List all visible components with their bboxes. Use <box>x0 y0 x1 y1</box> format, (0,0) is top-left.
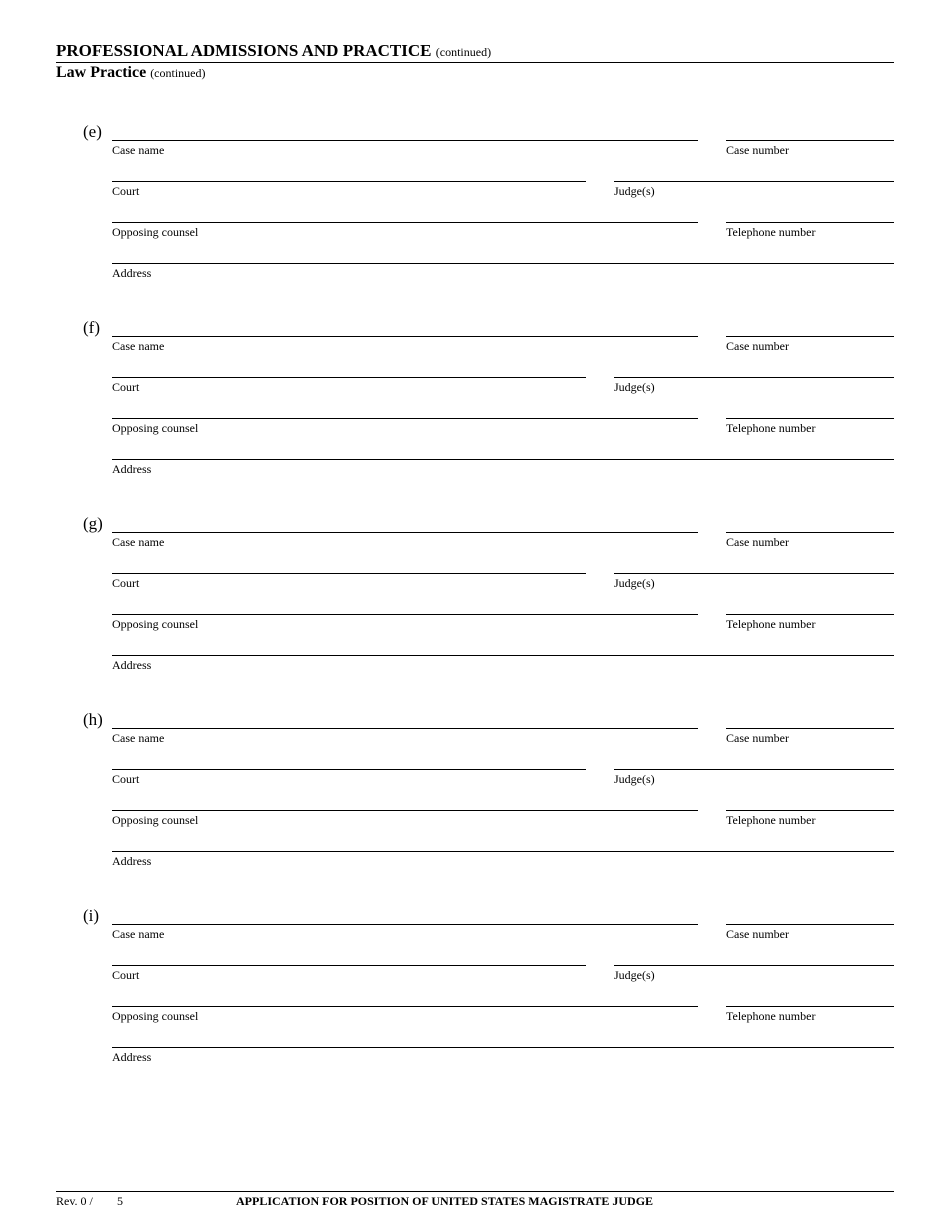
page-subtitle <box>56 64 206 82</box>
opposing-counsel-line <box>112 614 698 615</box>
address-label: Address <box>112 1050 152 1064</box>
judges-field[interactable] <box>614 554 894 574</box>
case-number-field[interactable] <box>726 906 894 926</box>
case-name-label: Case name <box>112 339 165 353</box>
case-number-line <box>726 924 894 925</box>
judges-line <box>614 769 894 770</box>
telephone-field[interactable] <box>726 595 894 615</box>
opposing-counsel-field[interactable] <box>112 203 698 223</box>
section-label: (g) <box>83 514 103 533</box>
page-title <box>56 41 491 61</box>
section-label: (e) <box>83 122 102 141</box>
opposing-counsel-line <box>112 1006 698 1007</box>
court-line <box>112 377 586 378</box>
judges-field[interactable] <box>614 162 894 182</box>
case-section-i <box>0 906 950 1076</box>
court-line <box>112 769 586 770</box>
case-name-field[interactable] <box>112 514 698 534</box>
court-field[interactable] <box>112 554 586 574</box>
opposing-counsel-field[interactable] <box>112 595 698 615</box>
address-line <box>112 851 894 852</box>
address-label: Address <box>112 658 152 672</box>
page-title-suffix: (continued) <box>435 45 492 59</box>
case-number-label: Case number <box>726 731 789 745</box>
case-name-field[interactable] <box>112 710 698 730</box>
telephone-label: Telephone number <box>726 617 816 631</box>
case-name-line <box>112 532 698 533</box>
address-field[interactable] <box>112 1028 894 1048</box>
case-section-g <box>0 514 950 684</box>
court-label: Court <box>112 380 140 394</box>
case-section-f <box>0 318 950 488</box>
judges-line <box>614 181 894 182</box>
court-label: Court <box>112 576 140 590</box>
judges-label: Judge(s) <box>614 772 655 786</box>
opposing-counsel-label: Opposing counsel <box>112 1009 199 1023</box>
page-subtitle-suffix: (continued) <box>150 66 206 80</box>
telephone-field[interactable] <box>726 791 894 811</box>
court-label: Court <box>112 184 140 198</box>
case-section-h <box>0 710 950 880</box>
telephone-label: Telephone number <box>726 421 816 435</box>
court-line <box>112 965 586 966</box>
address-field[interactable] <box>112 244 894 264</box>
section-label: (f) <box>83 318 100 337</box>
opposing-counsel-line <box>112 810 698 811</box>
case-name-line <box>112 728 698 729</box>
telephone-label: Telephone number <box>726 225 816 239</box>
telephone-label: Telephone number <box>726 1009 816 1023</box>
case-number-line <box>726 336 894 337</box>
opposing-counsel-label: Opposing counsel <box>112 225 199 239</box>
address-label: Address <box>112 462 152 476</box>
section-label: (i) <box>83 906 100 925</box>
telephone-line <box>726 1006 894 1007</box>
footer-rule <box>56 1191 894 1192</box>
telephone-line <box>726 810 894 811</box>
case-section-e <box>0 122 950 292</box>
address-field[interactable] <box>112 440 894 460</box>
case-name-line <box>112 336 698 337</box>
case-name-field[interactable] <box>112 122 698 142</box>
case-name-field[interactable] <box>112 318 698 338</box>
case-number-field[interactable] <box>726 318 894 338</box>
judges-label: Judge(s) <box>614 184 655 198</box>
address-line <box>112 655 894 656</box>
judges-line <box>614 377 894 378</box>
footer-title: APPLICATION FOR POSITION OF UNITED STATES MAGISTRATE JUDGE <box>236 1194 654 1208</box>
opposing-counsel-line <box>112 222 698 223</box>
court-field[interactable] <box>112 162 586 182</box>
case-number-label: Case number <box>726 927 789 941</box>
court-field[interactable] <box>112 750 586 770</box>
case-number-field[interactable] <box>726 122 894 142</box>
opposing-counsel-field[interactable] <box>112 399 698 419</box>
address-field[interactable] <box>112 832 894 852</box>
case-name-label: Case name <box>112 535 165 549</box>
telephone-field[interactable] <box>726 399 894 419</box>
telephone-line <box>726 614 894 615</box>
judges-line <box>614 965 894 966</box>
opposing-counsel-label: Opposing counsel <box>112 421 199 435</box>
judges-label: Judge(s) <box>614 576 655 590</box>
address-label: Address <box>112 854 152 868</box>
case-name-line <box>112 140 698 141</box>
case-name-label: Case name <box>112 927 165 941</box>
address-line <box>112 263 894 264</box>
case-name-label: Case name <box>112 143 165 157</box>
case-number-line <box>726 140 894 141</box>
case-number-label: Case number <box>726 339 789 353</box>
telephone-label: Telephone number <box>726 813 816 827</box>
opposing-counsel-label: Opposing counsel <box>112 813 199 827</box>
court-label: Court <box>112 968 140 982</box>
address-line <box>112 1047 894 1048</box>
court-label: Court <box>112 772 140 786</box>
case-name-line <box>112 924 698 925</box>
page-subtitle-text: Law Practice <box>56 64 147 81</box>
case-number-line <box>726 532 894 533</box>
telephone-line <box>726 222 894 223</box>
telephone-field[interactable] <box>726 203 894 223</box>
court-field[interactable] <box>112 358 586 378</box>
address-label: Address <box>112 266 152 280</box>
judges-field[interactable] <box>614 358 894 378</box>
case-number-line <box>726 728 894 729</box>
case-number-field[interactable] <box>726 514 894 534</box>
case-number-field[interactable] <box>726 710 894 730</box>
section-label: (h) <box>83 710 103 729</box>
judges-field[interactable] <box>614 946 894 966</box>
opposing-counsel-field[interactable] <box>112 791 698 811</box>
case-name-field[interactable] <box>112 906 698 926</box>
footer-page-number: 5 <box>117 1194 123 1208</box>
footer-revision: Rev. 0 / <box>56 1194 93 1208</box>
opposing-counsel-line <box>112 418 698 419</box>
opposing-counsel-label: Opposing counsel <box>112 617 199 631</box>
case-name-label: Case name <box>112 731 165 745</box>
judges-field[interactable] <box>614 750 894 770</box>
address-line <box>112 459 894 460</box>
case-number-label: Case number <box>726 143 789 157</box>
page-title-text: PROFESSIONAL ADMISSIONS AND PRACTICE <box>56 41 432 60</box>
court-line <box>112 573 586 574</box>
address-field[interactable] <box>112 636 894 656</box>
opposing-counsel-field[interactable] <box>112 987 698 1007</box>
court-line <box>112 181 586 182</box>
header-rule <box>56 62 894 63</box>
telephone-line <box>726 418 894 419</box>
case-number-label: Case number <box>726 535 789 549</box>
judges-line <box>614 573 894 574</box>
court-field[interactable] <box>112 946 586 966</box>
judges-label: Judge(s) <box>614 380 655 394</box>
telephone-field[interactable] <box>726 987 894 1007</box>
judges-label: Judge(s) <box>614 968 655 982</box>
